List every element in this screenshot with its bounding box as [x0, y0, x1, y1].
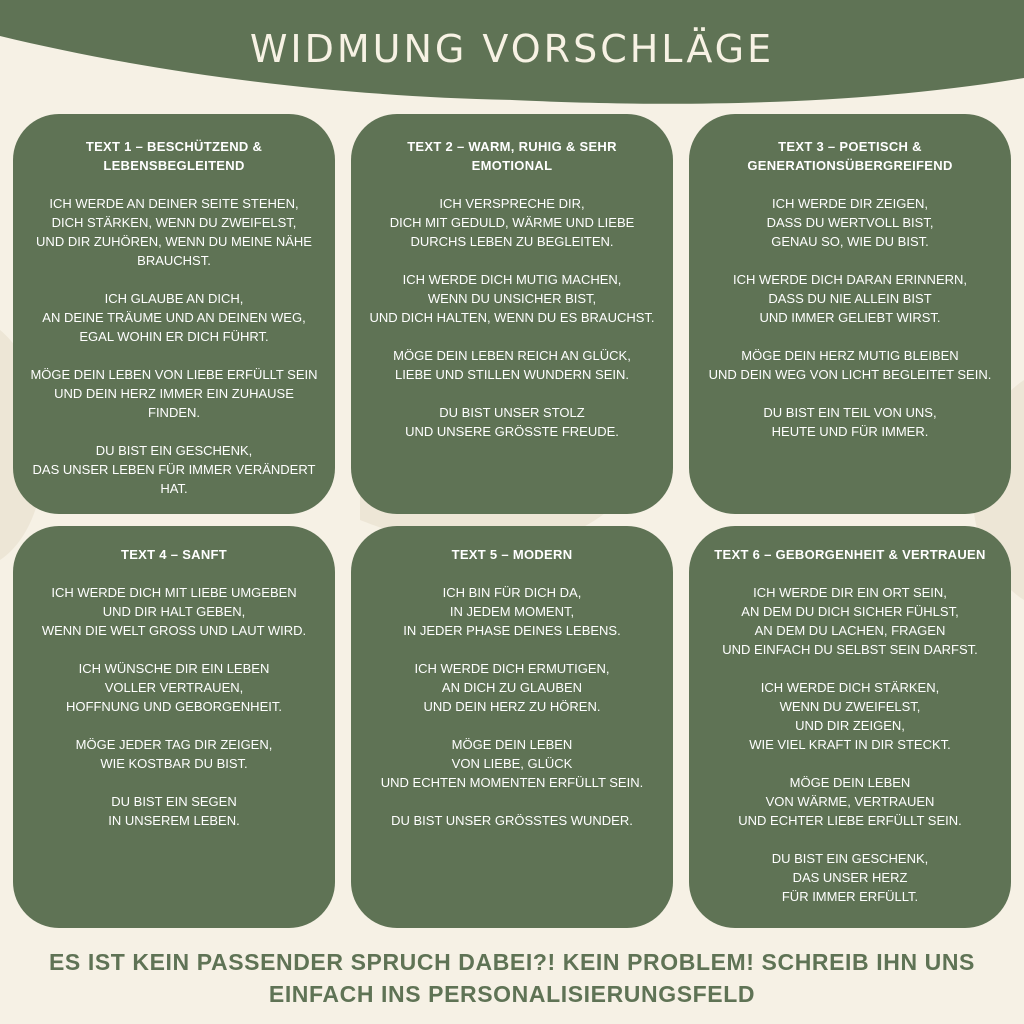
dedication-card-4: [13, 526, 335, 928]
card-text: ICH WERDE DICH MIT LIEBE UMGEBEN UND DIR HALT GEBEN, WENN DIE WELT GROSS UND LAUT WIRD. ICH WÜNSCHE DIR EIN LEBEN VOLLER VERTRAUEN, HOFFNUNG UND GEBORGENHEIT. MÖGE JEDER TAG DIR ZEIGEN, WIE KOSTBAR DU BIST. DU BIST EIN SEGEN IN UNSEREM LEBEN.: [41, 585, 307, 828]
dedication-card-6: [689, 526, 1011, 928]
card-title: TEXT 4 – SANFT: [120, 547, 228, 562]
dedication-card-2: [351, 114, 673, 514]
card-title: TEXT 6 – GEBORGENHEIT & VERTRAUEN: [714, 547, 986, 562]
dedication-card-5: [351, 526, 673, 928]
dedication-card-1: [13, 114, 335, 514]
card-text: ICH WERDE DIR ZEIGEN, DASS DU WERTVOLL BIST, GENAU SO, WIE DU BIST. ICH WERDE DICH DARAN ERINNERN, DASS DU NIE ALLEIN BIST UND IMMER GELIEBT WIRST. MÖGE DEIN HERZ MUTIG BLEIBEN UND DEIN WEG VON LICHT BEGLEITET SEIN. DU BIST EIN TEIL VON UNS, HEUTE UND FÜR IMMER.: [708, 196, 992, 439]
dedication-card-3: [689, 114, 1011, 514]
card-title: TEXT 5 – MODERN: [451, 547, 573, 562]
card-title: TEXT 1 – BESCHÜTZEND & LEBENSBEGLEITEND: [85, 139, 263, 173]
card-text: ICH VERSPRECHE DIR, DICH MIT GEDULD, WÄRME UND LIEBE DURCHS LEBEN ZU BEGLEITEN. ICH WERDE DICH MUTIG MACHEN, WENN DU UNSICHER BIST, UND DICH HALTEN, WENN DU ES BRAUCHST. MÖGE DEIN LEBEN REICH AN GLÜCK, LIEBE UND STILLEN WUNDERN SEIN. DU BIST UNSER STOLZ UND UNSERE GRÖSSTE FREUDE.: [369, 196, 655, 439]
footer-note: ES IST KEIN PASSENDER SPRUCH DABEI?! KEIN PROBLEM! SCHREIB IHN UNS EINFACH INS PERSONALISIERUNGSFELD: [48, 949, 976, 1007]
card-text: ICH WERDE DIR EIN ORT SEIN, AN DEM DU DICH SICHER FÜHLST, AN DEM DU LACHEN, FRAGEN UND EINFACH DU SELBST SEIN DARFST. ICH WERDE DICH STÄRKEN, WENN DU ZWEIFELST, UND DIR ZEIGEN, WIE VIEL KRAFT IN DIR STECKT. MÖGE DEIN LEBEN VON WÄRME, VERTRAUEN UND ECHTER LIEBE ERFÜLLT SEIN. DU BIST EIN GESCHENK, DAS UNSER HERZ FÜR IMMER ERFÜLLT.: [722, 585, 978, 904]
card-text: ICH WERDE AN DEINER SEITE STEHEN, DICH STÄRKEN, WENN DU ZWEIFELST, UND DIR ZUHÖREN, WENN DU MEINE NÄHE BRAUCHST. ICH GLAUBE AN DICH, AN DEINE TRÄUME UND AN DEINEN WEG, EGAL WOHIN ER DICH FÜHRT. MÖGE DEIN LEBEN VON LIEBE ERFÜLLT SEIN UND DEIN HERZ IMMER EIN ZUHAUSE FINDEN. DU BIST EIN GESCHENK, DAS UNSER LEBEN FÜR IMMER VERÄNDERT HAT.: [30, 196, 318, 496]
card-text: ICH BIN FÜR DICH DA, IN JEDEM MOMENT, IN JEDER PHASE DEINES LEBENS. ICH WERDE DICH ERMUTIGEN, AN DICH ZU GLAUBEN UND DEIN HERZ ZU HÖREN. MÖGE DEIN LEBEN VON LIEBE, GLÜCK UND ECHTEN MOMENTEN ERFÜLLT SEIN. DU BIST UNSER GRÖSSTES WUNDER.: [380, 585, 644, 828]
page-title: WIDMUNG VORSCHLÄGE: [249, 27, 775, 71]
card-title: TEXT 2 – WARM, RUHIG & SEHR EMOTIONAL: [407, 139, 617, 173]
card-title: TEXT 3 – POETISCH & GENERATIONSÜBERGREIFEND: [747, 139, 953, 173]
